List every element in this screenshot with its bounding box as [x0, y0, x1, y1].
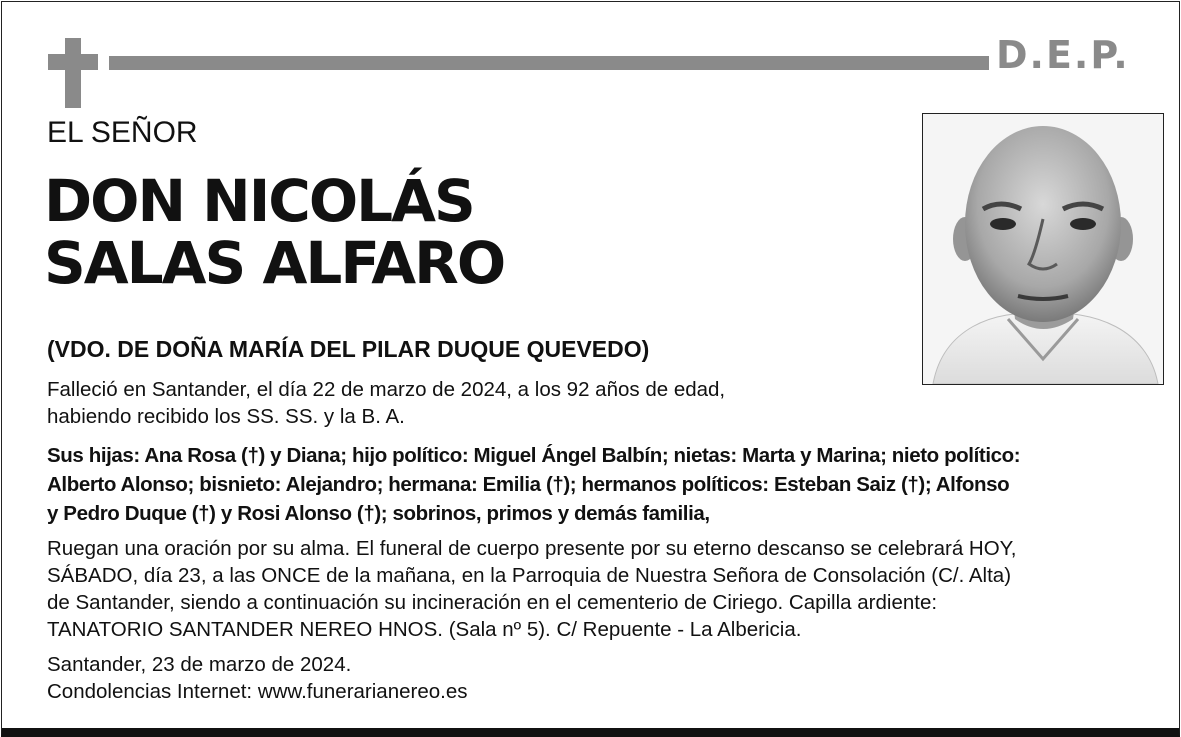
family-list [47, 441, 1020, 528]
header-rule [109, 56, 989, 70]
funeral-line: Ruegan una oración por su alma. El funeral de cuerpo presente por su eterno descanso se celebrará HOY, [47, 537, 1017, 560]
place-date: Santander, 23 de marzo de 2024. [47, 653, 352, 676]
funeral-line: SÁBADO, día 23, a las ONCE de la mañana, en la Parroquia de Nuestra Señora de Consolación (C/. Alta) [47, 564, 1012, 587]
portrait-illustration [923, 114, 1163, 384]
death-notice-line: Falleció en Santander, el día 22 de marzo de 2024, a los 92 años de edad, [47, 378, 726, 401]
family-line: Alberto Alonso; bisnieto: Alejandro; hermana: Emilia (†); hermanos políticos: Esteban Saiz (†); Alfonso [47, 473, 1010, 496]
condolences-line: Condolencias Internet: www.funerarianereo.es [47, 680, 468, 703]
cross-icon [48, 38, 98, 108]
funeral-details [47, 535, 1016, 643]
deceased-title: EL SEÑOR [47, 116, 198, 149]
deceased-name-line-2: SALAS ALFARO [44, 229, 505, 297]
family-line: y Pedro Duque (†) y Rosi Alonso (†); sobrinos, primos y demás familia, [47, 502, 710, 525]
death-notice-line: habiendo recibido los SS. SS. y la B. A. [47, 405, 405, 428]
family-line: Sus hijas: Ana Rosa (†) y Diana; hijo político: Miguel Ángel Balbín; nietas: Marta y Marina; nieto político: [47, 444, 1021, 467]
funeral-line: TANATORIO SANTANDER NEREO HNOS. (Sala nº 5). C/ Repuente - La Albericia. [47, 618, 802, 641]
funeral-line: de Santander, siendo a continuación su incineración en el cementerio de Ciriego. Capilla ardiente: [47, 591, 938, 614]
portrait-photo [922, 113, 1164, 385]
deceased-name-line-1: DON NICOLÁS [44, 167, 474, 235]
footer [47, 651, 468, 705]
dep-label: D.E.P. [996, 33, 1130, 77]
deceased-name [44, 167, 505, 297]
widower-of: (VDO. DE DOÑA MARÍA DEL PILAR DUQUE QUEVEDO) [47, 336, 650, 362]
death-notice [47, 376, 725, 430]
